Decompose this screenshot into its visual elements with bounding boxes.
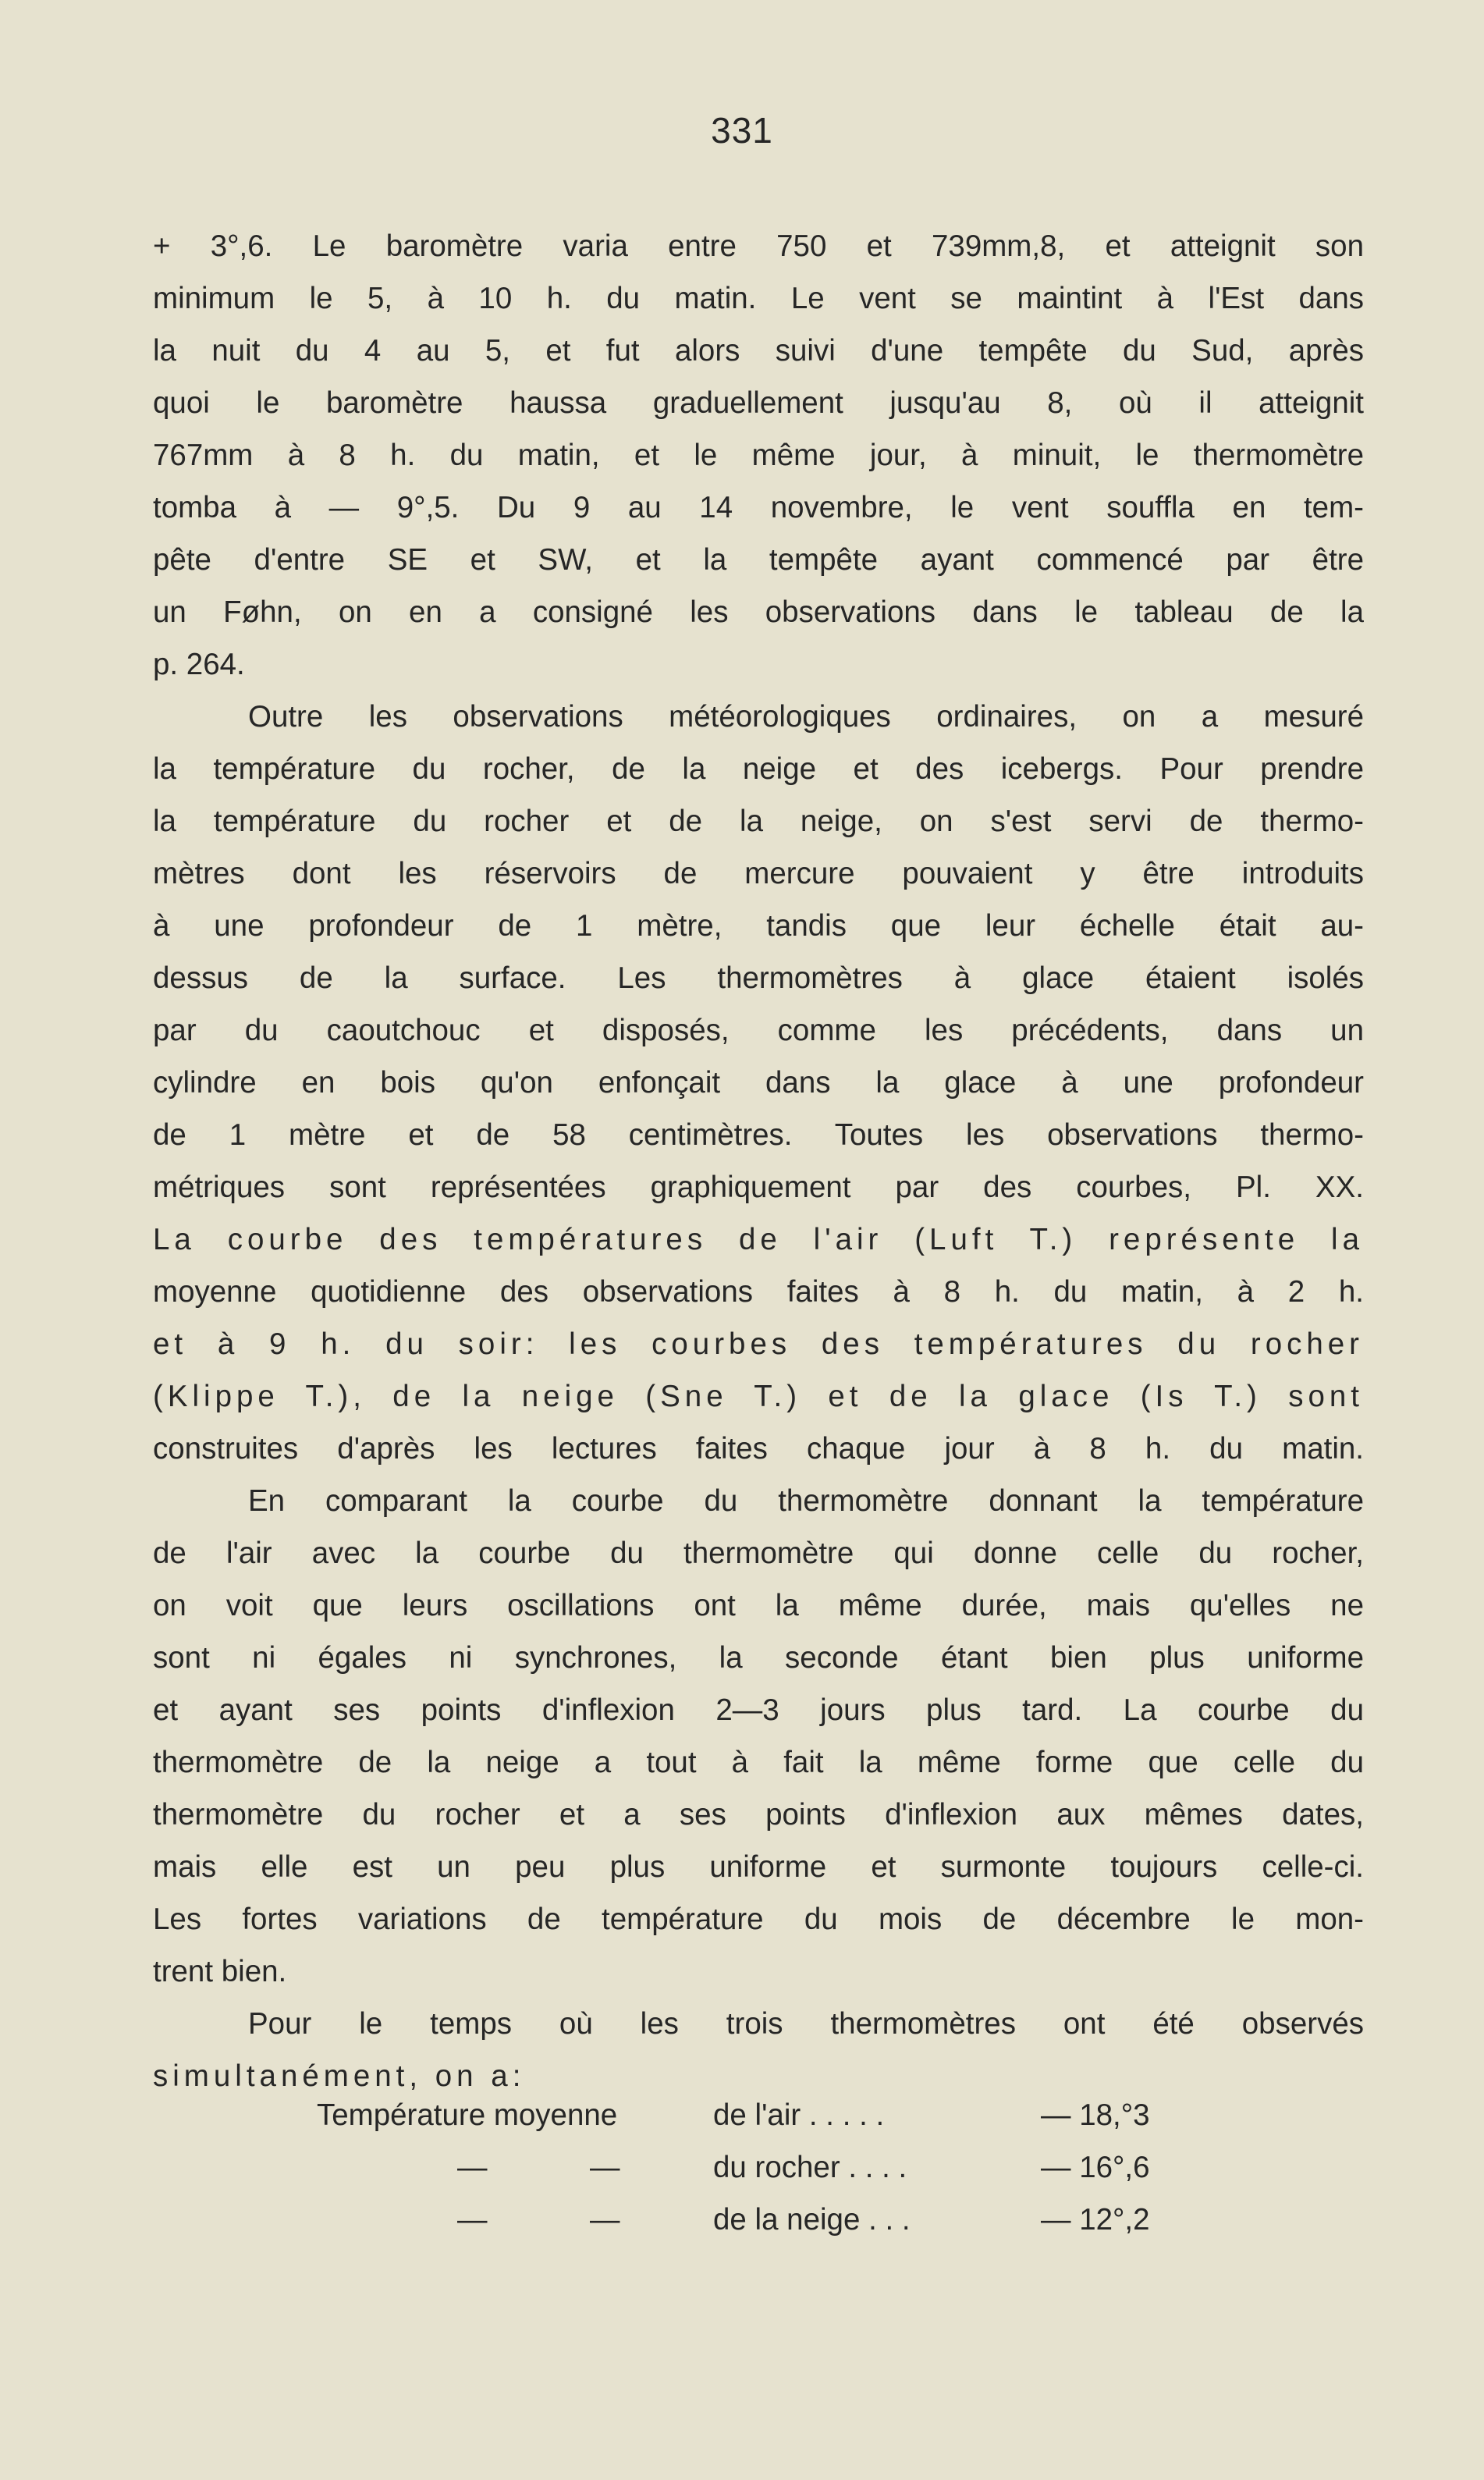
ditto-mark: — xyxy=(457,2203,488,2237)
text-line: la nuit du 4 au 5, et fut alors suivi d'une tempête du Sud, après xyxy=(153,334,1364,368)
text-line: et à 9 h. du soir: les courbes des températures du rocher xyxy=(153,1327,1364,1361)
row-value: — 18,°3 xyxy=(1041,2098,1150,2132)
paragraph-start-line: Outre les observations météorologiques ordinaires, on a mesuré xyxy=(248,700,1364,734)
text-line: simultanément, on a: xyxy=(153,2059,526,2093)
row-label: Température moyenne xyxy=(317,2098,618,2132)
text-line: thermomètre de la neige a tout à fait la même forme que celle du xyxy=(153,1746,1364,1779)
text-line: 767mm à 8 h. du matin, et le même jour, à minuit, le thermomètre xyxy=(153,439,1364,472)
ditto-mark: — xyxy=(590,2151,620,2184)
ditto-mark: — xyxy=(457,2151,488,2184)
text-line: Les fortes variations de température du mois de décembre le mon- xyxy=(153,1903,1364,1936)
row-medium: de la neige . . . xyxy=(713,2203,911,2237)
text-line: + 3°,6. Le baromètre varia entre 750 et 739mm,8, et atteignit son xyxy=(153,229,1364,263)
text-line: à une profondeur de 1 mètre, tandis que leur échelle était au- xyxy=(153,909,1364,943)
text-line: moyenne quotidienne des observations faites à 8 h. du matin, à 2 h. xyxy=(153,1275,1364,1309)
text-line: dessus de la surface. Les thermomètres à glace étaient isolés xyxy=(153,961,1364,995)
text-line: la température du rocher et de la neige, on s'est servi de thermo- xyxy=(153,805,1364,838)
body-text xyxy=(153,220,1364,2102)
row-medium: de l'air . . . . . xyxy=(713,2098,885,2132)
text-line: construites d'après les lectures faites chaque jour à 8 h. du matin. xyxy=(153,1432,1364,1466)
text-line: et ayant ses points d'inflexion 2—3 jours plus tard. La courbe du xyxy=(153,1693,1364,1727)
text-line: trent bien. xyxy=(153,1955,287,1988)
text-line: métriques sont représentées graphiquement par des courbes, Pl. XX. xyxy=(153,1171,1364,1204)
text-line: on voit que leurs oscillations ont la même durée, mais qu'elles ne xyxy=(153,1589,1364,1622)
text-line: cylindre en bois qu'on enfonçait dans la glace à une profondeur xyxy=(153,1066,1364,1100)
text-line: de 1 mètre et de 58 centimètres. Toutes les observations thermo- xyxy=(153,1118,1364,1152)
ditto-mark: — xyxy=(590,2203,620,2237)
row-medium: du rocher . . . . xyxy=(713,2151,907,2184)
text-line: sont ni égales ni synchrones, la seconde étant bien plus uniforme xyxy=(153,1641,1364,1675)
text-line: (Klippe T.), de la neige (Sne T.) et de la glace (Is T.) sont xyxy=(153,1380,1364,1413)
text-line: pête d'entre SE et SW, et la tempête ayant commencé par être xyxy=(153,543,1364,577)
text-line: mais elle est un peu plus uniforme et surmonte toujours celle-ci. xyxy=(153,1850,1364,1884)
paragraph-start-line: En comparant la courbe du thermomètre donnant la température xyxy=(248,1484,1364,1518)
text-line: quoi le baromètre haussa graduellement jusqu'au 8, où il atteignit xyxy=(153,386,1364,420)
text-line: minimum le 5, à 10 h. du matin. Le vent se maintint à l'Est dans xyxy=(153,282,1364,315)
row-value: — 12°,2 xyxy=(1041,2203,1150,2237)
text-line: mètres dont les réservoirs de mercure pouvaient y être introduits xyxy=(153,857,1364,890)
row-value: — 16°,6 xyxy=(1041,2151,1150,2184)
text-line: La courbe des températures de l'air (Luft T.) représente la xyxy=(153,1223,1364,1256)
text-line: un Føhn, on en a consigné les observations dans le tableau de la xyxy=(153,595,1364,629)
text-line: thermomètre du rocher et a ses points d'inflexion aux mêmes dates, xyxy=(153,1798,1364,1832)
text-line: tomba à — 9°,5. Du 9 au 14 novembre, le vent souffla en tem- xyxy=(153,491,1364,524)
text-line: par du caoutchouc et disposés, comme les précédents, dans un xyxy=(153,1014,1364,1047)
text-line: de l'air avec la courbe du thermomètre qui donne celle du rocher, xyxy=(153,1537,1364,1570)
page-number: 331 xyxy=(711,110,773,151)
text-line: la température du rocher, de la neige et des icebergs. Pour prendre xyxy=(153,752,1364,786)
paragraph-start-line: Pour le temps où les trois thermomètres ont été observés xyxy=(248,2007,1364,2041)
text-line: p. 264. xyxy=(153,648,245,681)
